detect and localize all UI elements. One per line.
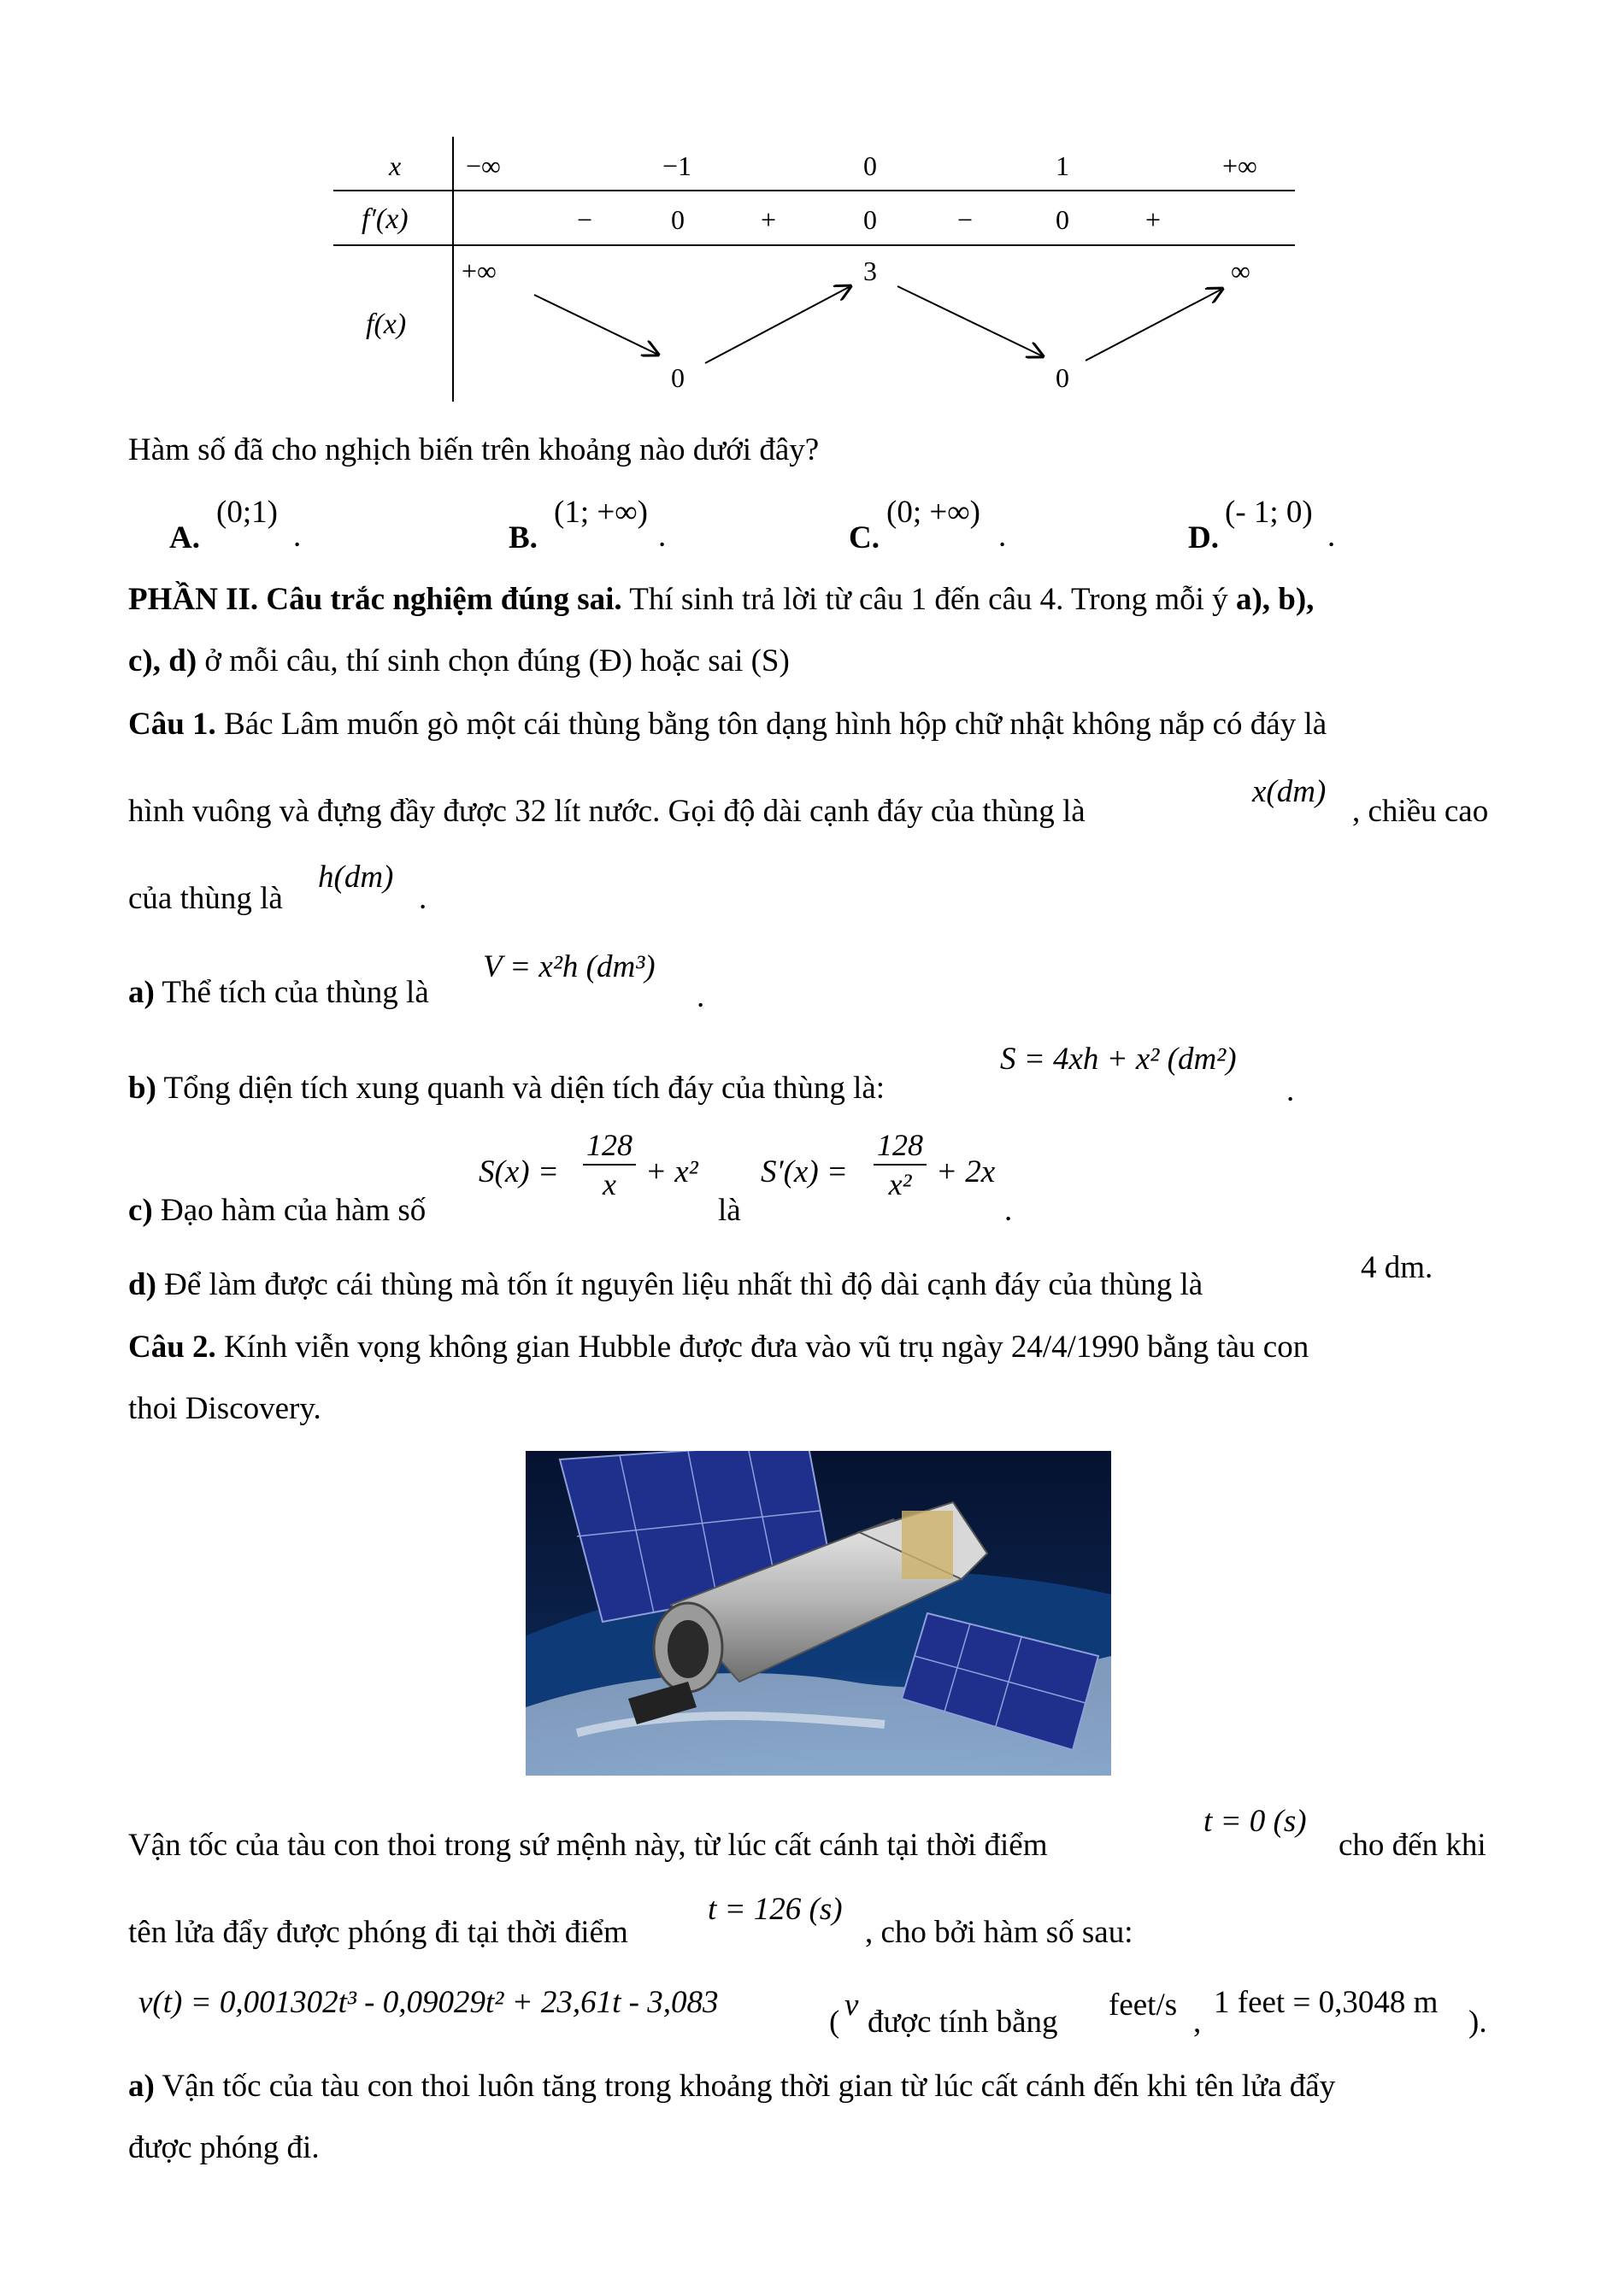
arrow-down-2 — [897, 286, 1043, 356]
q1-line1-text: Bác Lâm muốn gò một cái thùng bằng tôn dạng hình hộp chữ nhật không nắp có đáy là — [215, 707, 1327, 742]
x-one: 1 — [1056, 150, 1069, 181]
q2-line1 — [128, 1329, 1309, 1366]
q1-c-S-fraction — [583, 1126, 636, 1203]
q1-label: Câu 1. — [128, 707, 216, 742]
option-c-value: (0; +∞) — [886, 495, 980, 530]
q1-d-label: d) — [128, 1267, 156, 1302]
q1-c-text: Đạo hàm của hàm số — [152, 1193, 427, 1228]
q1-b-math: S = 4xh + x² (dm²) — [1000, 1042, 1237, 1077]
q2-a-line2: được phóng đi. — [128, 2130, 320, 2165]
variation-table — [333, 137, 1299, 410]
q2-p1-end: cho đến khi — [1339, 1828, 1486, 1863]
table-x-label: x — [389, 150, 402, 181]
q1-line2-end: , chiều cao — [1352, 794, 1489, 829]
q2-vt-unit-text: được tính bằng — [868, 2005, 1058, 2040]
table-f-label: f(x) — [366, 308, 407, 340]
q2-p2: tên lửa đẩy được phóng đi tại thời điểm — [128, 1915, 628, 1950]
q2-t126: t = 126 (s) — [708, 1892, 843, 1927]
part2-bold2: c), d) — [128, 643, 197, 678]
f-value-pos-inf: ∞ — [1231, 255, 1250, 286]
q2-p2-end: , cho bởi hàm số sau: — [865, 1915, 1133, 1950]
q2-vt-formula: v(t) = 0,001302t³ - 0,09029t² + 23,61t - 3,083 — [138, 1985, 719, 2020]
option-d-value: (- 1; 0) — [1225, 495, 1313, 530]
fprime-sign-1: − — [577, 204, 593, 235]
q2-vt-paren-open: ( — [829, 2005, 840, 2040]
f-value-neg-inf: +∞ — [462, 255, 497, 286]
q2-vt-close: ). — [1468, 2005, 1487, 2040]
q1-line1 — [128, 706, 1327, 743]
option-b-dot: . — [658, 519, 667, 554]
q2-line1-text: Kính viễn vọng không gian Hubble được đưa vào vũ trụ ngày 24/4/1990 bằng tàu con — [215, 1330, 1309, 1365]
q1-c-Sp-left: S′(x) = — [761, 1154, 848, 1189]
f-value-max: 3 — [863, 255, 877, 286]
part2-heading-line2 — [128, 643, 790, 680]
fprime-zero-1: 0 — [671, 204, 685, 235]
part2-heading-line1 — [128, 581, 1314, 619]
x-neg-one: −1 — [662, 150, 692, 181]
arrow-up-2 — [1086, 289, 1222, 361]
q1-a-text: Thể tích của thùng là — [154, 975, 429, 1010]
fprime-zero-3: 0 — [1056, 204, 1069, 235]
table-fprime-label: f′(x) — [362, 203, 409, 235]
q1-c-Sp-den: x² — [888, 1167, 912, 1201]
q1-c-S-num: 128 — [583, 1126, 636, 1166]
option-b-letter: B. — [509, 520, 538, 555]
q1-d-math: 4 dm. — [1361, 1250, 1433, 1285]
q1-c-Sp-right: + 2x — [936, 1154, 996, 1189]
q1-c-S-right: + x² — [645, 1154, 698, 1189]
x-pos-inf: +∞ — [1222, 150, 1257, 181]
q1-c-la: là — [718, 1193, 741, 1228]
option-d-dot: . — [1327, 519, 1336, 554]
option-a-value: (0;1) — [216, 495, 278, 530]
q1-d — [128, 1266, 1203, 1304]
fprime-sign-2: + — [761, 204, 777, 235]
f-value-min-1: 0 — [671, 362, 685, 393]
arrow-down-1 — [534, 295, 658, 355]
fprime-sign-3: − — [957, 204, 974, 235]
q2-a-line1 — [128, 2068, 1335, 2105]
q1-c-S-left: S(x) = — [479, 1154, 559, 1189]
option-b-value: (1; +∞) — [554, 495, 648, 530]
option-c-letter: C. — [849, 520, 880, 555]
q1-math-x: x(dm) — [1252, 774, 1327, 809]
part2-text1: Thí sinh trả lời từ câu 1 đến câu 4. Trong mỗi ý — [621, 582, 1236, 617]
q2-a-text: Vận tốc của tàu con thoi luôn tăng trong khoảng thời gian từ lúc cất cánh đến khi tên lửa đẩy — [154, 2069, 1336, 2104]
part2-bold1: a), b), — [1235, 582, 1315, 617]
part2-title: PHẦN II. Câu trắc nghiệm đúng sai. — [128, 582, 622, 617]
q1-a-math: V = x²h (dm³) — [483, 949, 656, 984]
q1-b-text: Tổng diện tích xung quanh và diện tích đáy của thùng là: — [156, 1071, 886, 1106]
q2-vt-v: v — [844, 1988, 859, 2023]
q1-a — [128, 974, 429, 1012]
option-a-letter: A. — [169, 520, 200, 555]
q2-vt-conv: 1 feet = 0,3048 m — [1214, 1985, 1439, 2020]
q1-d-text: Để làm được cái thùng mà tốn ít nguyên liệu nhất thì độ dài cạnh đáy của thùng là — [156, 1267, 1203, 1302]
option-a-dot: . — [293, 519, 302, 554]
q1-line3: của thùng là — [128, 881, 283, 916]
q1-b-label: b) — [128, 1071, 156, 1106]
q1-c-S-den: x — [603, 1167, 616, 1201]
q1-c — [128, 1192, 426, 1230]
q2-vt-comma: , — [1193, 2005, 1202, 2040]
q1-b — [128, 1070, 885, 1107]
q1-c-Sp-num: 128 — [874, 1126, 927, 1166]
q2-vt-unit: feet/s — [1109, 1988, 1178, 2023]
question-text: Hàm số đã cho nghịch biến trên khoảng nào dưới đây? — [128, 432, 820, 467]
q1-c-Sp-fraction — [874, 1126, 927, 1203]
x-neg-inf: −∞ — [466, 150, 501, 181]
q2-p1: Vận tốc của tàu con thoi trong sứ mệnh này, từ lúc cất cánh tại thời điểm — [128, 1828, 1048, 1863]
fprime-zero-2: 0 — [863, 204, 877, 235]
f-value-min-2: 0 — [1056, 362, 1069, 393]
option-c-dot: . — [998, 519, 1007, 554]
q1-a-label: a) — [128, 975, 155, 1010]
q2-line2: thoi Discovery. — [128, 1391, 321, 1426]
q1-math-h: h(dm) — [318, 860, 394, 895]
q1-c-label: c) — [128, 1193, 153, 1228]
q2-label: Câu 2. — [128, 1330, 216, 1365]
q1-a-dot: . — [697, 979, 705, 1014]
x-zero: 0 — [863, 150, 877, 181]
q1-b-dot: . — [1286, 1073, 1295, 1108]
arrow-up-1 — [705, 286, 850, 363]
q1-line3-dot: . — [419, 881, 427, 916]
q1-line2: hình vuông và đựng đầy được 32 lít nước. Gọi độ dài cạnh đáy của thùng là — [128, 794, 1086, 829]
q1-c-dot: . — [1004, 1193, 1013, 1228]
q2-t0: t = 0 (s) — [1203, 1804, 1307, 1839]
option-d-letter: D. — [1188, 520, 1219, 555]
q2-a-label: a) — [128, 2069, 155, 2104]
hubble-telescope-illustration — [526, 1451, 1111, 1776]
part2-text2: ở mỗi câu, thí sinh chọn đúng (Đ) hoặc sai (S) — [197, 643, 790, 678]
fprime-sign-4: + — [1145, 204, 1162, 235]
